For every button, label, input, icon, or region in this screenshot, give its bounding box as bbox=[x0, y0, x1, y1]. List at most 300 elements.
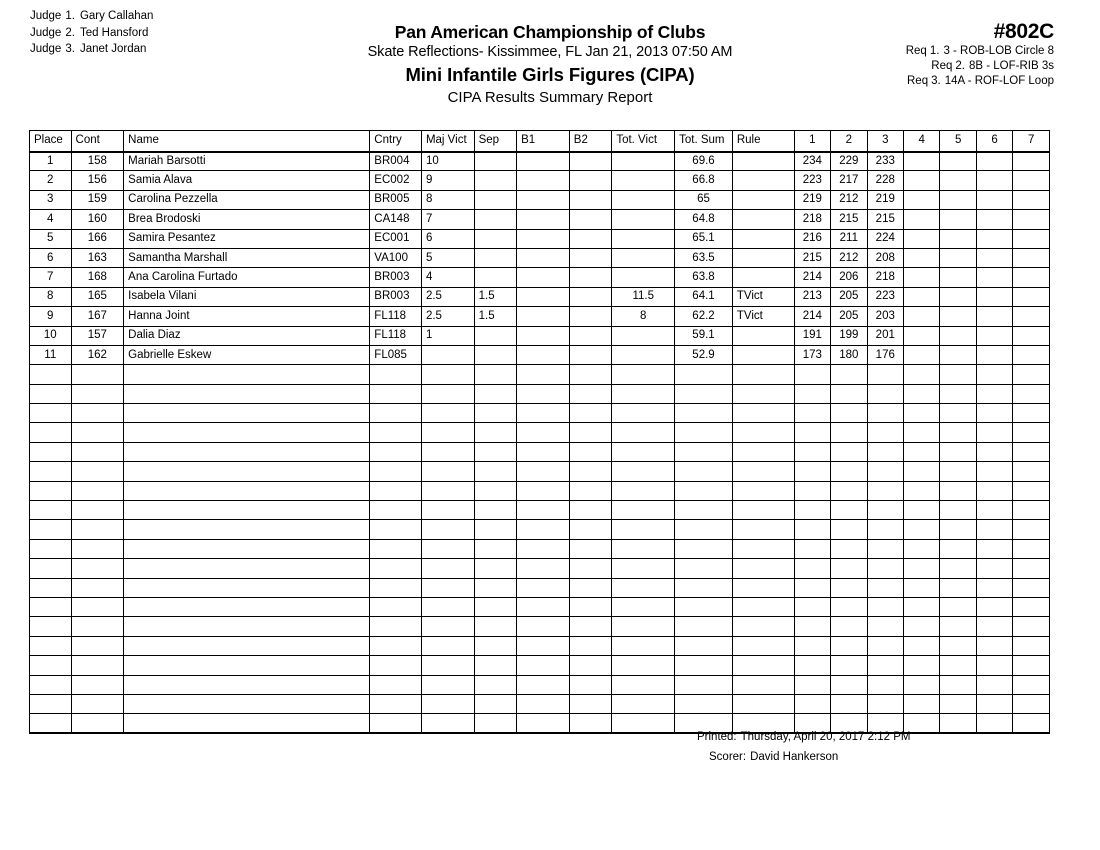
cell-name: Samia Alava bbox=[124, 171, 370, 190]
cell-maj-vict-empty bbox=[421, 597, 474, 616]
cell-j5-empty bbox=[940, 442, 976, 461]
cell-maj-vict: 10 bbox=[421, 152, 474, 171]
cell-cont: 166 bbox=[71, 229, 124, 248]
requirement-label: Req bbox=[907, 75, 929, 87]
cell-j4-empty bbox=[904, 636, 940, 655]
cell-j6 bbox=[976, 210, 1012, 229]
cell-j3-empty bbox=[867, 520, 903, 539]
cell-b1-empty bbox=[517, 597, 570, 616]
cell-b2 bbox=[569, 268, 612, 287]
cell-j6-empty bbox=[976, 442, 1012, 461]
cell-b2-empty bbox=[569, 442, 612, 461]
cell-name: Hanna Joint bbox=[124, 307, 370, 326]
cell-cont-empty bbox=[71, 501, 124, 520]
cell-cont: 163 bbox=[71, 248, 124, 267]
cell-j6-empty bbox=[976, 559, 1012, 578]
cell-j2-empty bbox=[831, 520, 867, 539]
cell-b2-empty bbox=[569, 617, 612, 636]
cell-rule-empty bbox=[732, 675, 794, 694]
cell-name-empty bbox=[124, 617, 370, 636]
cell-b2 bbox=[569, 345, 612, 364]
cell-tot-vict bbox=[612, 326, 675, 345]
cell-cont-empty bbox=[71, 597, 124, 616]
cell-maj-vict: 1 bbox=[421, 326, 474, 345]
judge-name: Ted Hansford bbox=[79, 26, 149, 39]
cell-rule bbox=[732, 210, 794, 229]
cell-j1-empty bbox=[794, 501, 830, 520]
cell-place-empty bbox=[30, 423, 72, 442]
cell-j5-empty bbox=[940, 404, 976, 423]
event-title: Mini Infantile Girls Figures (CIPA) bbox=[405, 64, 695, 85]
cell-j3-empty bbox=[867, 462, 903, 481]
cell-sep-empty bbox=[474, 365, 517, 384]
judge-number: 1. bbox=[65, 10, 75, 22]
cell-b2-empty bbox=[569, 481, 612, 500]
requirement-entry bbox=[906, 59, 1054, 74]
cell-cntry-empty bbox=[370, 481, 422, 500]
cell-j4-empty bbox=[904, 578, 940, 597]
table-row-empty bbox=[30, 462, 1050, 481]
venue-datetime: Skate Reflections- Kissimmee, FL Jan 21, 2013 07:50 AM bbox=[367, 44, 733, 60]
cell-b2-empty bbox=[569, 384, 612, 403]
cell-j6-empty bbox=[976, 539, 1012, 558]
cell-j3: 203 bbox=[867, 307, 903, 326]
table-row[interactable] bbox=[30, 229, 1050, 248]
cell-cont-empty bbox=[71, 694, 124, 713]
page-header bbox=[0, 0, 1100, 118]
column-header-sep: Sep bbox=[474, 131, 517, 152]
cell-j7 bbox=[1013, 268, 1050, 287]
cell-j1-empty bbox=[794, 481, 830, 500]
column-header-judge-6: 6 bbox=[976, 131, 1012, 152]
cell-j2: 212 bbox=[831, 190, 867, 209]
cell-j2-empty bbox=[831, 539, 867, 558]
judge-name: Gary Callahan bbox=[79, 10, 154, 22]
cell-j4-empty bbox=[904, 501, 940, 520]
cell-tot-vict bbox=[612, 248, 675, 267]
cell-cont-empty bbox=[71, 462, 124, 481]
cell-b2-empty bbox=[569, 694, 612, 713]
cell-sep-empty bbox=[474, 578, 517, 597]
judge-number: 2. bbox=[65, 26, 75, 39]
cell-sep-empty bbox=[474, 384, 517, 403]
table-row-empty bbox=[30, 539, 1050, 558]
table-row-empty bbox=[30, 617, 1050, 636]
cell-place: 10 bbox=[30, 326, 72, 345]
championship-title: Pan American Championship of Clubs bbox=[394, 22, 706, 42]
cell-j4-empty bbox=[904, 404, 940, 423]
cell-b1-empty bbox=[517, 675, 570, 694]
cell-j6-empty bbox=[976, 423, 1012, 442]
table-row-empty bbox=[30, 384, 1050, 403]
cell-j7-empty bbox=[1013, 656, 1050, 675]
cell-place-empty bbox=[30, 617, 72, 636]
cell-j2-empty bbox=[831, 694, 867, 713]
table-row[interactable] bbox=[30, 248, 1050, 267]
cell-name-empty bbox=[124, 462, 370, 481]
table-row-empty bbox=[30, 520, 1050, 539]
cell-j3: 208 bbox=[867, 248, 903, 267]
cell-j4 bbox=[904, 268, 940, 287]
cell-j6-empty bbox=[976, 597, 1012, 616]
cell-tot-vict-empty bbox=[612, 539, 675, 558]
cell-maj-vict-empty bbox=[421, 694, 474, 713]
table-row[interactable] bbox=[30, 210, 1050, 229]
cell-j3-empty bbox=[867, 636, 903, 655]
cell-j1-empty bbox=[794, 694, 830, 713]
cell-name: Carolina Pezzella bbox=[124, 190, 370, 209]
column-header-place: Place bbox=[30, 131, 72, 152]
cell-place: 2 bbox=[30, 171, 72, 190]
cell-sep-empty bbox=[474, 423, 517, 442]
judge-label: Judge bbox=[30, 43, 62, 55]
table-row-empty bbox=[30, 675, 1050, 694]
cell-b1 bbox=[517, 210, 570, 229]
cell-rule bbox=[732, 190, 794, 209]
cell-j4 bbox=[904, 307, 940, 326]
cell-sep-empty bbox=[474, 539, 517, 558]
cell-rule-empty bbox=[732, 423, 794, 442]
cell-j2: 215 bbox=[831, 210, 867, 229]
table-row[interactable] bbox=[30, 326, 1050, 345]
table-row-empty bbox=[30, 694, 1050, 713]
table-row-empty bbox=[30, 442, 1050, 461]
cell-name-empty bbox=[124, 636, 370, 655]
cell-cont: 159 bbox=[71, 190, 124, 209]
cell-b1-empty bbox=[517, 384, 570, 403]
cell-tot-vict-empty bbox=[612, 404, 675, 423]
cell-j6 bbox=[976, 248, 1012, 267]
cell-place-empty bbox=[30, 656, 72, 675]
cell-maj-vict-empty bbox=[421, 384, 474, 403]
cell-tot-sum: 66.8 bbox=[675, 171, 733, 190]
cell-tot-vict-empty bbox=[612, 501, 675, 520]
cell-place: 8 bbox=[30, 287, 72, 306]
judge-label: Judge bbox=[30, 10, 62, 22]
cell-sep bbox=[474, 248, 517, 267]
cell-cntry: FL085 bbox=[370, 345, 422, 364]
cell-j4-empty bbox=[904, 481, 940, 500]
cell-maj-vict: 2.5 bbox=[421, 287, 474, 306]
cell-cont: 167 bbox=[71, 307, 124, 326]
column-header-tot-vict: Tot. Vict bbox=[612, 131, 675, 152]
cell-j5 bbox=[940, 152, 976, 171]
cell-tot-sum-empty bbox=[675, 597, 733, 616]
cell-j5 bbox=[940, 210, 976, 229]
cell-b1-empty bbox=[517, 365, 570, 384]
cell-tot-sum: 65 bbox=[675, 190, 733, 209]
cell-cntry-empty bbox=[370, 404, 422, 423]
cell-b1 bbox=[517, 229, 570, 248]
cell-j2-empty bbox=[831, 404, 867, 423]
cell-b2-empty bbox=[569, 559, 612, 578]
cell-tot-sum-empty bbox=[675, 520, 733, 539]
table-row[interactable] bbox=[30, 268, 1050, 287]
cell-cntry: EC001 bbox=[370, 229, 422, 248]
results-table bbox=[29, 130, 1050, 734]
cell-cntry-empty bbox=[370, 714, 422, 733]
cell-rule bbox=[732, 229, 794, 248]
cell-j5 bbox=[940, 307, 976, 326]
cell-b1 bbox=[517, 287, 570, 306]
cell-place-empty bbox=[30, 559, 72, 578]
cell-tot-vict bbox=[612, 210, 675, 229]
cell-j3-empty bbox=[867, 423, 903, 442]
cell-cont-empty bbox=[71, 578, 124, 597]
cell-j1-empty bbox=[794, 404, 830, 423]
results-table-container bbox=[29, 130, 1050, 734]
requirement-text: 8B - LOF-RIB 3s bbox=[969, 60, 1054, 72]
cell-b1-empty bbox=[517, 520, 570, 539]
cell-place-empty bbox=[30, 365, 72, 384]
cell-j2: 211 bbox=[831, 229, 867, 248]
cell-j6 bbox=[976, 152, 1012, 171]
cell-j5-empty bbox=[940, 384, 976, 403]
cell-cntry-empty bbox=[370, 617, 422, 636]
cell-b2-empty bbox=[569, 520, 612, 539]
cell-place-empty bbox=[30, 520, 72, 539]
cell-tot-sum-empty bbox=[675, 442, 733, 461]
cell-cont-empty bbox=[71, 423, 124, 442]
cell-j6-empty bbox=[976, 501, 1012, 520]
cell-j4-empty bbox=[904, 656, 940, 675]
column-header-judge-4: 4 bbox=[904, 131, 940, 152]
table-row[interactable] bbox=[30, 345, 1050, 364]
cell-j7-empty bbox=[1013, 694, 1050, 713]
cell-j5-empty bbox=[940, 694, 976, 713]
table-row[interactable] bbox=[30, 152, 1050, 171]
scorer-value: David Hankerson bbox=[750, 751, 839, 763]
cell-sep bbox=[474, 268, 517, 287]
cell-tot-sum-empty bbox=[675, 656, 733, 675]
cell-j5 bbox=[940, 268, 976, 287]
cell-b2-empty bbox=[569, 636, 612, 655]
cell-name-empty bbox=[124, 578, 370, 597]
cell-j1: 214 bbox=[794, 268, 830, 287]
cell-b2 bbox=[569, 210, 612, 229]
cell-j7 bbox=[1013, 210, 1050, 229]
cell-name-empty bbox=[124, 520, 370, 539]
cell-j4-empty bbox=[904, 559, 940, 578]
cell-j7-empty bbox=[1013, 404, 1050, 423]
cell-b1 bbox=[517, 326, 570, 345]
cell-sep-empty bbox=[474, 559, 517, 578]
cell-name-empty bbox=[124, 656, 370, 675]
cell-j6-empty bbox=[976, 384, 1012, 403]
column-header-judge-1: 1 bbox=[794, 131, 830, 152]
cell-j4 bbox=[904, 345, 940, 364]
cell-cntry-empty bbox=[370, 578, 422, 597]
cell-j4-empty bbox=[904, 694, 940, 713]
cell-j5 bbox=[940, 326, 976, 345]
cell-tot-sum: 64.1 bbox=[675, 287, 733, 306]
cell-maj-vict: 4 bbox=[421, 268, 474, 287]
cell-j4-empty bbox=[904, 365, 940, 384]
table-row-empty bbox=[30, 559, 1050, 578]
cell-cont-empty bbox=[71, 442, 124, 461]
cell-j1: 191 bbox=[794, 326, 830, 345]
cell-j4-empty bbox=[904, 442, 940, 461]
cell-j5-empty bbox=[940, 714, 976, 733]
cell-maj-vict: 6 bbox=[421, 229, 474, 248]
cell-b1-empty bbox=[517, 656, 570, 675]
cell-j1: 216 bbox=[794, 229, 830, 248]
cell-j1-empty bbox=[794, 559, 830, 578]
cell-sep-empty bbox=[474, 597, 517, 616]
cell-rule bbox=[732, 268, 794, 287]
cell-j4-empty bbox=[904, 423, 940, 442]
cell-j7-empty bbox=[1013, 617, 1050, 636]
cell-cntry-empty bbox=[370, 656, 422, 675]
cell-j3: 228 bbox=[867, 171, 903, 190]
cell-b1-empty bbox=[517, 462, 570, 481]
cell-j1-empty bbox=[794, 617, 830, 636]
cell-j3-empty bbox=[867, 597, 903, 616]
cell-name-empty bbox=[124, 365, 370, 384]
cell-j5-empty bbox=[940, 365, 976, 384]
cell-name: Isabela Vilani bbox=[124, 287, 370, 306]
cell-b1 bbox=[517, 307, 570, 326]
cell-tot-sum-empty bbox=[675, 636, 733, 655]
table-row[interactable] bbox=[30, 307, 1050, 326]
cell-maj-vict-empty bbox=[421, 578, 474, 597]
cell-tot-vict bbox=[612, 345, 675, 364]
table-row-empty bbox=[30, 578, 1050, 597]
cell-b1-empty bbox=[517, 501, 570, 520]
cell-j2: 205 bbox=[831, 307, 867, 326]
cell-tot-vict-empty bbox=[612, 462, 675, 481]
cell-place: 6 bbox=[30, 248, 72, 267]
table-row[interactable] bbox=[30, 171, 1050, 190]
cell-cntry: FL118 bbox=[370, 307, 422, 326]
cell-name-empty bbox=[124, 559, 370, 578]
cell-tot-vict bbox=[612, 268, 675, 287]
cell-j6-empty bbox=[976, 636, 1012, 655]
cell-name-empty bbox=[124, 384, 370, 403]
column-header-maj-vict: Maj Vict bbox=[421, 131, 474, 152]
cell-j5 bbox=[940, 287, 976, 306]
cell-sep: 1.5 bbox=[474, 307, 517, 326]
cell-j3: 215 bbox=[867, 210, 903, 229]
cell-j3-empty bbox=[867, 384, 903, 403]
cell-maj-vict-empty bbox=[421, 423, 474, 442]
cell-j5-empty bbox=[940, 520, 976, 539]
cell-rule bbox=[732, 152, 794, 171]
column-header-judge-5: 5 bbox=[940, 131, 976, 152]
scorer-line bbox=[709, 747, 910, 767]
cell-j4-empty bbox=[904, 675, 940, 694]
cell-rule-empty bbox=[732, 462, 794, 481]
cell-j5-empty bbox=[940, 636, 976, 655]
cell-b2 bbox=[569, 190, 612, 209]
cell-sep-empty bbox=[474, 501, 517, 520]
cell-j6-empty bbox=[976, 617, 1012, 636]
cell-cont: 157 bbox=[71, 326, 124, 345]
cell-j4 bbox=[904, 171, 940, 190]
cell-j2-empty bbox=[831, 675, 867, 694]
cell-rule: TVict bbox=[732, 287, 794, 306]
cell-b1 bbox=[517, 152, 570, 171]
table-row[interactable] bbox=[30, 190, 1050, 209]
cell-j6-empty bbox=[976, 481, 1012, 500]
cell-cntry-empty bbox=[370, 694, 422, 713]
cell-j1: 215 bbox=[794, 248, 830, 267]
cell-tot-sum-empty bbox=[675, 423, 733, 442]
cell-cont-empty bbox=[71, 559, 124, 578]
cell-cont: 168 bbox=[71, 268, 124, 287]
cell-cont-empty bbox=[71, 404, 124, 423]
cell-j4 bbox=[904, 152, 940, 171]
cell-b1-empty bbox=[517, 423, 570, 442]
cell-j7-empty bbox=[1013, 442, 1050, 461]
cell-j7-empty bbox=[1013, 539, 1050, 558]
cell-cont-empty bbox=[71, 384, 124, 403]
cell-j1-empty bbox=[794, 384, 830, 403]
cell-tot-sum: 64.8 bbox=[675, 210, 733, 229]
cell-j7-empty bbox=[1013, 520, 1050, 539]
cell-tot-vict-empty bbox=[612, 714, 675, 733]
cell-sep-empty bbox=[474, 442, 517, 461]
cell-j4 bbox=[904, 287, 940, 306]
cell-maj-vict-empty bbox=[421, 617, 474, 636]
cell-place-empty bbox=[30, 501, 72, 520]
cell-place: 5 bbox=[30, 229, 72, 248]
cell-cntry: BR005 bbox=[370, 190, 422, 209]
cell-j1-empty bbox=[794, 636, 830, 655]
cell-sep-empty bbox=[474, 694, 517, 713]
cell-place-empty bbox=[30, 597, 72, 616]
table-header-row bbox=[30, 131, 1050, 152]
cell-place-empty bbox=[30, 442, 72, 461]
cell-maj-vict-empty bbox=[421, 404, 474, 423]
cell-maj-vict-empty bbox=[421, 365, 474, 384]
table-row-empty bbox=[30, 656, 1050, 675]
cell-j3-empty bbox=[867, 501, 903, 520]
cell-cntry: EC002 bbox=[370, 171, 422, 190]
cell-tot-sum-empty bbox=[675, 578, 733, 597]
cell-cont: 162 bbox=[71, 345, 124, 364]
cell-j3-empty bbox=[867, 656, 903, 675]
cell-j1-empty bbox=[794, 520, 830, 539]
cell-j3-empty bbox=[867, 617, 903, 636]
cell-j2: 217 bbox=[831, 171, 867, 190]
cell-maj-vict: 5 bbox=[421, 248, 474, 267]
table-row[interactable] bbox=[30, 287, 1050, 306]
cell-j2-empty bbox=[831, 384, 867, 403]
cell-cntry-empty bbox=[370, 559, 422, 578]
cell-j7 bbox=[1013, 190, 1050, 209]
cell-j3: 176 bbox=[867, 345, 903, 364]
cell-tot-sum: 63.8 bbox=[675, 268, 733, 287]
cell-place-empty bbox=[30, 675, 72, 694]
cell-j7-empty bbox=[1013, 501, 1050, 520]
cell-j6-empty bbox=[976, 365, 1012, 384]
column-header-tot-sum: Tot. Sum bbox=[675, 131, 733, 152]
cell-name-empty bbox=[124, 597, 370, 616]
cell-j1: 234 bbox=[794, 152, 830, 171]
cell-j7 bbox=[1013, 171, 1050, 190]
cell-b2 bbox=[569, 287, 612, 306]
cell-j7 bbox=[1013, 229, 1050, 248]
cell-j5-empty bbox=[940, 423, 976, 442]
cell-b2 bbox=[569, 307, 612, 326]
cell-b1-empty bbox=[517, 636, 570, 655]
cell-tot-sum: 65.1 bbox=[675, 229, 733, 248]
cell-j4 bbox=[904, 210, 940, 229]
cell-sep-empty bbox=[474, 714, 517, 733]
cell-sep-empty bbox=[474, 617, 517, 636]
cell-cont-empty bbox=[71, 656, 124, 675]
